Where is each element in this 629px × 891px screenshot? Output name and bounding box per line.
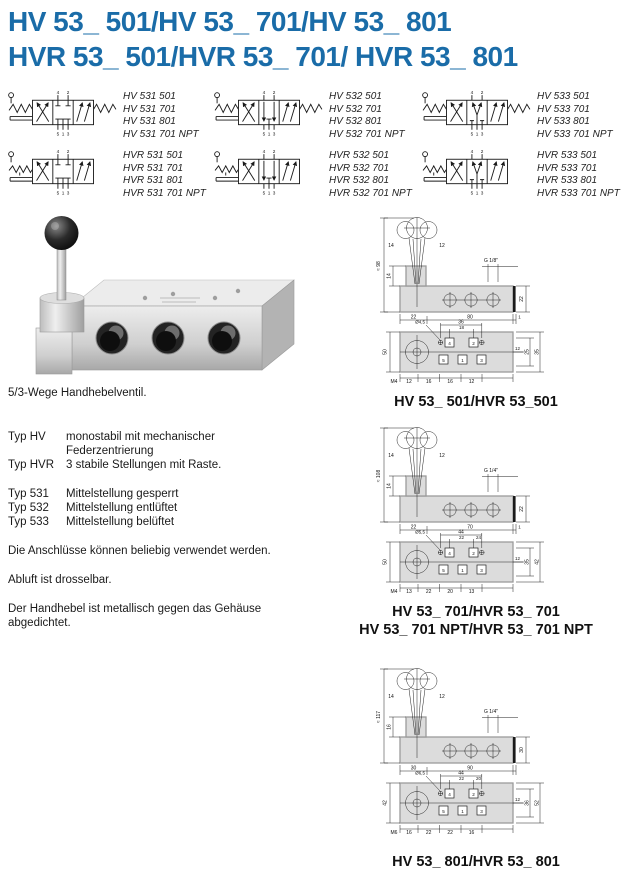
svg-text:G 1/8": G 1/8" xyxy=(484,258,499,264)
svg-text:1: 1 xyxy=(518,314,521,320)
svg-text:52: 52 xyxy=(534,800,541,806)
svg-text:Ø5,5: Ø5,5 xyxy=(415,529,425,535)
svg-text:5: 5 xyxy=(442,808,445,814)
svg-text:4: 4 xyxy=(448,340,451,346)
svg-text:M6: M6 xyxy=(390,830,398,836)
drawing-caption-501: HV 53_ 501/HVR 53_501 xyxy=(394,394,558,410)
svg-text:16: 16 xyxy=(425,379,432,385)
svg-text:3: 3 xyxy=(66,190,70,196)
svg-text:12: 12 xyxy=(515,797,521,802)
svg-text:22: 22 xyxy=(425,830,432,836)
svg-text:1: 1 xyxy=(461,567,464,573)
valve-symbol-hvr533-icon xyxy=(420,147,534,200)
svg-text:1: 1 xyxy=(461,357,464,363)
svg-text:G 1/4": G 1/4" xyxy=(484,468,499,474)
svg-text:14: 14 xyxy=(388,243,394,249)
svg-text:12: 12 xyxy=(439,453,445,459)
valve-symbol-group-hvr531 xyxy=(6,147,206,200)
valve-symbol-group-hvr532 xyxy=(212,147,412,200)
svg-text:5: 5 xyxy=(442,357,445,363)
dimension-drawing-701 xyxy=(330,424,622,639)
valve-symbol-hvr532-icon xyxy=(212,147,326,200)
model-list: HVR 531 501 HVR 531 701 HVR 531 801 HVR 531 701 NPT xyxy=(123,150,206,199)
svg-text:Ø4,5: Ø4,5 xyxy=(415,319,425,325)
svg-text:70: 70 xyxy=(467,524,473,531)
svg-text:90: 90 xyxy=(467,765,473,772)
svg-text:M4: M4 xyxy=(390,379,398,385)
svg-text:≈ 98: ≈ 98 xyxy=(376,261,382,271)
svg-text:1: 1 xyxy=(518,524,521,530)
svg-text:5: 5 xyxy=(56,190,60,196)
note-lever: Der Handhebel ist metallisch gegen das Gehäuse abgedichtet. xyxy=(8,603,262,629)
dimension-drawing-801-figure xyxy=(330,656,620,846)
svg-text:4: 4 xyxy=(262,89,266,95)
svg-text:42: 42 xyxy=(382,800,389,806)
svg-text:50: 50 xyxy=(382,559,389,565)
svg-text:22: 22 xyxy=(519,506,525,512)
svg-text:36: 36 xyxy=(524,800,531,806)
svg-text:36: 36 xyxy=(458,319,464,326)
svg-text:5: 5 xyxy=(442,567,445,573)
svg-text:22: 22 xyxy=(447,830,453,836)
svg-text:5: 5 xyxy=(262,131,266,137)
svg-text:22: 22 xyxy=(410,524,417,531)
svg-text:3: 3 xyxy=(480,808,483,814)
svg-text:13: 13 xyxy=(406,589,412,595)
svg-text:5: 5 xyxy=(262,190,266,196)
svg-text:1: 1 xyxy=(475,190,479,196)
model-list: HV 533 501 HV 533 701 HV 533 801 HV 533 701 NPT xyxy=(537,91,613,140)
drawing-caption-701-npt: HV 53_ 701 NPT/HVR 53_ 701 NPT xyxy=(359,622,593,638)
svg-text:12: 12 xyxy=(439,243,445,249)
svg-text:1: 1 xyxy=(461,808,464,814)
valve-symbol-hvr531-icon xyxy=(6,147,120,200)
svg-text:22: 22 xyxy=(519,296,525,302)
product-photo xyxy=(10,210,312,382)
svg-text:Ø6,5: Ø6,5 xyxy=(415,770,425,776)
svg-text:1: 1 xyxy=(475,131,479,137)
dimension-drawing-501-figure xyxy=(330,214,620,386)
svg-text:50: 50 xyxy=(382,349,389,355)
svg-text:14: 14 xyxy=(386,483,393,489)
svg-text:3: 3 xyxy=(66,131,70,137)
svg-text:3: 3 xyxy=(272,190,276,196)
svg-text:3: 3 xyxy=(480,131,484,137)
svg-text:22: 22 xyxy=(410,314,417,321)
dimension-drawing-701-figure xyxy=(330,424,620,596)
svg-text:2: 2 xyxy=(66,89,70,95)
svg-text:2: 2 xyxy=(472,550,475,556)
svg-text:2: 2 xyxy=(472,340,475,346)
svg-text:4: 4 xyxy=(470,148,474,154)
typ-hvr-row: Typ HVR 3 stabile Stellungen mit Raste. xyxy=(8,459,222,471)
svg-text:22: 22 xyxy=(458,776,465,781)
page-title-line1: HV 53_ 501/HV 53_ 701/HV 53_ 801 xyxy=(8,6,452,37)
valve-symbol-group-hvr533 xyxy=(420,147,620,200)
valve-symbol-group-hv532 xyxy=(212,88,405,141)
svg-text:14: 14 xyxy=(388,694,394,700)
svg-text:2: 2 xyxy=(472,791,475,797)
valve-symbol-533-icon xyxy=(420,88,534,141)
svg-text:22: 22 xyxy=(458,535,465,540)
svg-text:13: 13 xyxy=(468,589,475,595)
model-list: HV 531 501 HV 531 701 HV 531 801 HV 531 701 NPT xyxy=(123,91,199,140)
svg-text:80: 80 xyxy=(467,314,473,321)
svg-text:16: 16 xyxy=(447,379,453,385)
svg-text:2: 2 xyxy=(272,148,276,154)
svg-text:12: 12 xyxy=(406,379,412,385)
svg-text:4: 4 xyxy=(470,89,474,95)
svg-text:5: 5 xyxy=(56,131,60,137)
model-list: HVR 532 501 HVR 532 701 HVR 532 801 HVR 532 701 NPT xyxy=(329,150,412,199)
svg-text:16: 16 xyxy=(406,830,412,836)
svg-text:12: 12 xyxy=(439,694,445,700)
model-list: HV 532 501 HV 532 701 HV 532 801 HV 532 701 NPT xyxy=(329,91,405,140)
svg-text:1: 1 xyxy=(61,190,65,196)
typ-hv-row: Typ HV monostabil mit mechanischer Federzentrierung xyxy=(8,431,215,457)
valve-symbol-group-hv533 xyxy=(420,88,613,141)
svg-text:12: 12 xyxy=(515,556,521,561)
svg-text:20: 20 xyxy=(475,776,482,781)
svg-text:24: 24 xyxy=(475,535,482,540)
svg-text:3: 3 xyxy=(480,357,483,363)
svg-text:1: 1 xyxy=(61,131,65,137)
svg-text:12: 12 xyxy=(515,346,521,351)
svg-text:1: 1 xyxy=(267,131,271,137)
svg-text:3: 3 xyxy=(480,190,484,196)
drawing-caption-801: HV 53_ 801/HVR 53_ 801 xyxy=(392,854,560,870)
svg-text:16: 16 xyxy=(386,724,393,730)
svg-text:4: 4 xyxy=(56,89,60,95)
svg-text:18: 18 xyxy=(458,325,465,330)
valve-symbol-group-hv531 xyxy=(6,88,199,141)
svg-text:42: 42 xyxy=(534,559,541,565)
typ-532-row: Typ 532 Mittelstellung entlüftet xyxy=(8,502,178,514)
dimension-drawing-801 xyxy=(330,656,622,871)
typ-531-row: Typ 531 Mittelstellung gesperrt xyxy=(8,488,179,500)
svg-text:44: 44 xyxy=(458,770,464,777)
valve-symbol-532-icon xyxy=(212,88,326,141)
svg-text:M4: M4 xyxy=(390,589,398,595)
svg-text:14: 14 xyxy=(388,453,394,459)
page-title xyxy=(8,4,518,74)
svg-text:5: 5 xyxy=(470,131,474,137)
svg-text:44: 44 xyxy=(458,529,464,536)
svg-text:5: 5 xyxy=(470,190,474,196)
svg-text:G 1/4": G 1/4" xyxy=(484,709,499,715)
note-connections: Die Anschlüsse können beliebig verwendet werden. xyxy=(8,545,271,557)
svg-text:35: 35 xyxy=(534,349,541,355)
svg-text:4: 4 xyxy=(56,148,60,154)
description-block xyxy=(8,386,338,630)
svg-text:2: 2 xyxy=(272,89,276,95)
intro-text: 5/3-Wege Handhebelventil. xyxy=(8,387,147,399)
svg-text:14: 14 xyxy=(386,273,393,279)
valve-symbol-531-icon xyxy=(6,88,120,141)
svg-text:25: 25 xyxy=(524,349,531,355)
svg-text:12: 12 xyxy=(468,379,475,385)
svg-text:≈ 117: ≈ 117 xyxy=(376,710,382,724)
svg-text:2: 2 xyxy=(480,148,484,154)
svg-text:22: 22 xyxy=(425,589,432,595)
svg-text:35: 35 xyxy=(524,559,531,565)
typ-533-row: Typ 533 Mittelstellung belüftet xyxy=(8,516,175,528)
svg-text:2: 2 xyxy=(480,89,484,95)
svg-text:16: 16 xyxy=(468,830,475,836)
model-list: HVR 533 501 HVR 533 701 HVR 533 801 HVR 533 701 NPT xyxy=(537,150,620,199)
svg-text:4: 4 xyxy=(448,791,451,797)
svg-text:4: 4 xyxy=(448,550,451,556)
drawing-caption-701: HV 53_ 701/HVR 53_ 701 xyxy=(392,604,560,620)
svg-text:30: 30 xyxy=(410,765,417,772)
svg-text:1: 1 xyxy=(267,190,271,196)
svg-text:≈ 108: ≈ 108 xyxy=(376,469,382,483)
svg-text:20: 20 xyxy=(447,589,453,595)
svg-text:4: 4 xyxy=(262,148,266,154)
svg-text:3: 3 xyxy=(480,567,483,573)
page-title-line2: HVR 53_ 501/HVR 53_ 701/ HVR 53_ 801 xyxy=(8,41,518,72)
note-exhaust: Abluft ist drosselbar. xyxy=(8,574,112,586)
dimension-drawing-501 xyxy=(330,214,622,411)
svg-text:30: 30 xyxy=(519,747,525,753)
svg-text:2: 2 xyxy=(66,148,70,154)
svg-text:3: 3 xyxy=(272,131,276,137)
